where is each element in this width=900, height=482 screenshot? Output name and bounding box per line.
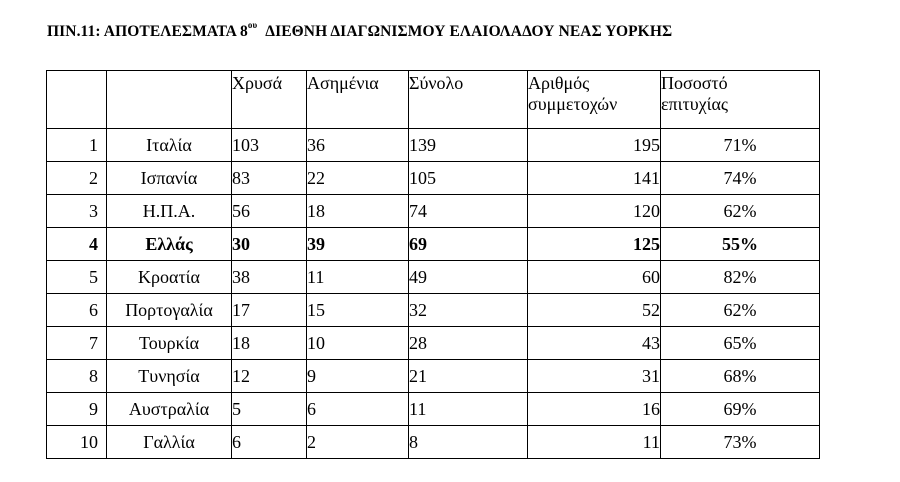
cell-silver: 39 xyxy=(307,228,409,261)
table-row xyxy=(47,360,820,393)
cell-gold: 30 xyxy=(232,228,307,261)
cell-success-rate: 73% xyxy=(661,426,820,459)
cell-success-rate: 69% xyxy=(661,393,820,426)
cell-success-rate: 74% xyxy=(661,162,820,195)
cell-total: 21 xyxy=(409,360,528,393)
header-success-line1: Ποσοστό xyxy=(661,73,728,93)
header-silver: Ασημένια xyxy=(307,71,409,129)
cell-participations: 120 xyxy=(528,195,661,228)
cell-total: 74 xyxy=(409,195,528,228)
cell-silver: 36 xyxy=(307,129,409,162)
cell-total: 69 xyxy=(409,228,528,261)
cell-success-rate: 62% xyxy=(661,294,820,327)
cell-rank: 2 xyxy=(47,162,107,195)
cell-gold: 103 xyxy=(232,129,307,162)
cell-country: Τυνησία xyxy=(107,360,232,393)
header-success-line2: επιτυχίας xyxy=(661,94,729,114)
results-table xyxy=(46,70,820,459)
header-rank xyxy=(47,71,107,129)
cell-total: 139 xyxy=(409,129,528,162)
cell-success-rate: 62% xyxy=(661,195,820,228)
table-row xyxy=(47,129,820,162)
cell-silver: 11 xyxy=(307,261,409,294)
cell-gold: 12 xyxy=(232,360,307,393)
table-title-superscript: ου xyxy=(247,20,258,30)
cell-gold: 5 xyxy=(232,393,307,426)
cell-success-rate: 71% xyxy=(661,129,820,162)
header-gold: Χρυσά xyxy=(232,71,307,129)
table-row xyxy=(47,294,820,327)
cell-participations: 52 xyxy=(528,294,661,327)
cell-participations: 60 xyxy=(528,261,661,294)
cell-rank: 4 xyxy=(47,228,107,261)
cell-total: 105 xyxy=(409,162,528,195)
header-success-rate xyxy=(661,71,820,129)
cell-participations: 125 xyxy=(528,228,661,261)
header-row xyxy=(47,71,820,129)
table-row xyxy=(47,162,820,195)
table-row xyxy=(47,327,820,360)
header-participations xyxy=(528,71,661,129)
cell-rank: 7 xyxy=(47,327,107,360)
cell-country: Κροατία xyxy=(107,261,232,294)
table-row xyxy=(47,426,820,459)
cell-silver: 18 xyxy=(307,195,409,228)
cell-participations: 43 xyxy=(528,327,661,360)
cell-country: Ελλάς xyxy=(107,228,232,261)
cell-gold: 18 xyxy=(232,327,307,360)
cell-country: Η.Π.Α. xyxy=(107,195,232,228)
cell-success-rate: 55% xyxy=(661,228,820,261)
table-title-prefix: ΠΙΝ.11: ΑΠΟΤΕΛΕΣΜΑΤΑ 8 xyxy=(47,23,248,40)
cell-silver: 15 xyxy=(307,294,409,327)
cell-country: Ισπανία xyxy=(107,162,232,195)
header-participations-line2: συμμετοχών xyxy=(528,94,618,114)
table-title xyxy=(47,20,673,41)
cell-country: Ιταλία xyxy=(107,129,232,162)
cell-gold: 83 xyxy=(232,162,307,195)
cell-participations: 11 xyxy=(528,426,661,459)
cell-rank: 3 xyxy=(47,195,107,228)
cell-participations: 16 xyxy=(528,393,661,426)
cell-rank: 5 xyxy=(47,261,107,294)
cell-gold: 56 xyxy=(232,195,307,228)
cell-silver: 2 xyxy=(307,426,409,459)
header-participations-line1: Αριθμός xyxy=(528,73,590,93)
table-body xyxy=(47,129,820,459)
cell-country: Τουρκία xyxy=(107,327,232,360)
cell-total: 11 xyxy=(409,393,528,426)
table-row xyxy=(47,261,820,294)
cell-total: 8 xyxy=(409,426,528,459)
cell-total: 28 xyxy=(409,327,528,360)
cell-participations: 195 xyxy=(528,129,661,162)
header-total: Σύνολο xyxy=(409,71,528,129)
cell-gold: 17 xyxy=(232,294,307,327)
cell-country: Γαλλία xyxy=(107,426,232,459)
cell-country: Αυστραλία xyxy=(107,393,232,426)
cell-silver: 6 xyxy=(307,393,409,426)
cell-silver: 9 xyxy=(307,360,409,393)
table-row xyxy=(47,195,820,228)
cell-total: 49 xyxy=(409,261,528,294)
cell-silver: 10 xyxy=(307,327,409,360)
cell-rank: 6 xyxy=(47,294,107,327)
cell-rank: 1 xyxy=(47,129,107,162)
cell-participations: 141 xyxy=(528,162,661,195)
table-row-highlighted xyxy=(47,228,820,261)
cell-success-rate: 68% xyxy=(661,360,820,393)
cell-country: Πορτογαλία xyxy=(107,294,232,327)
header-country xyxy=(107,71,232,129)
cell-total: 32 xyxy=(409,294,528,327)
cell-rank: 8 xyxy=(47,360,107,393)
table-row xyxy=(47,393,820,426)
cell-gold: 6 xyxy=(232,426,307,459)
cell-rank: 10 xyxy=(47,426,107,459)
cell-success-rate: 65% xyxy=(661,327,820,360)
table-title-suffix: ΔΙΕΘΝΗ ΔΙΑΓΩΝΙΣΜΟΥ ΕΛΑΙΟΛΑΔΟΥ ΝΕΑΣ ΥΟΡΚΗΣ xyxy=(265,23,673,40)
cell-success-rate: 82% xyxy=(661,261,820,294)
cell-rank: 9 xyxy=(47,393,107,426)
cell-gold: 38 xyxy=(232,261,307,294)
cell-silver: 22 xyxy=(307,162,409,195)
cell-participations: 31 xyxy=(528,360,661,393)
